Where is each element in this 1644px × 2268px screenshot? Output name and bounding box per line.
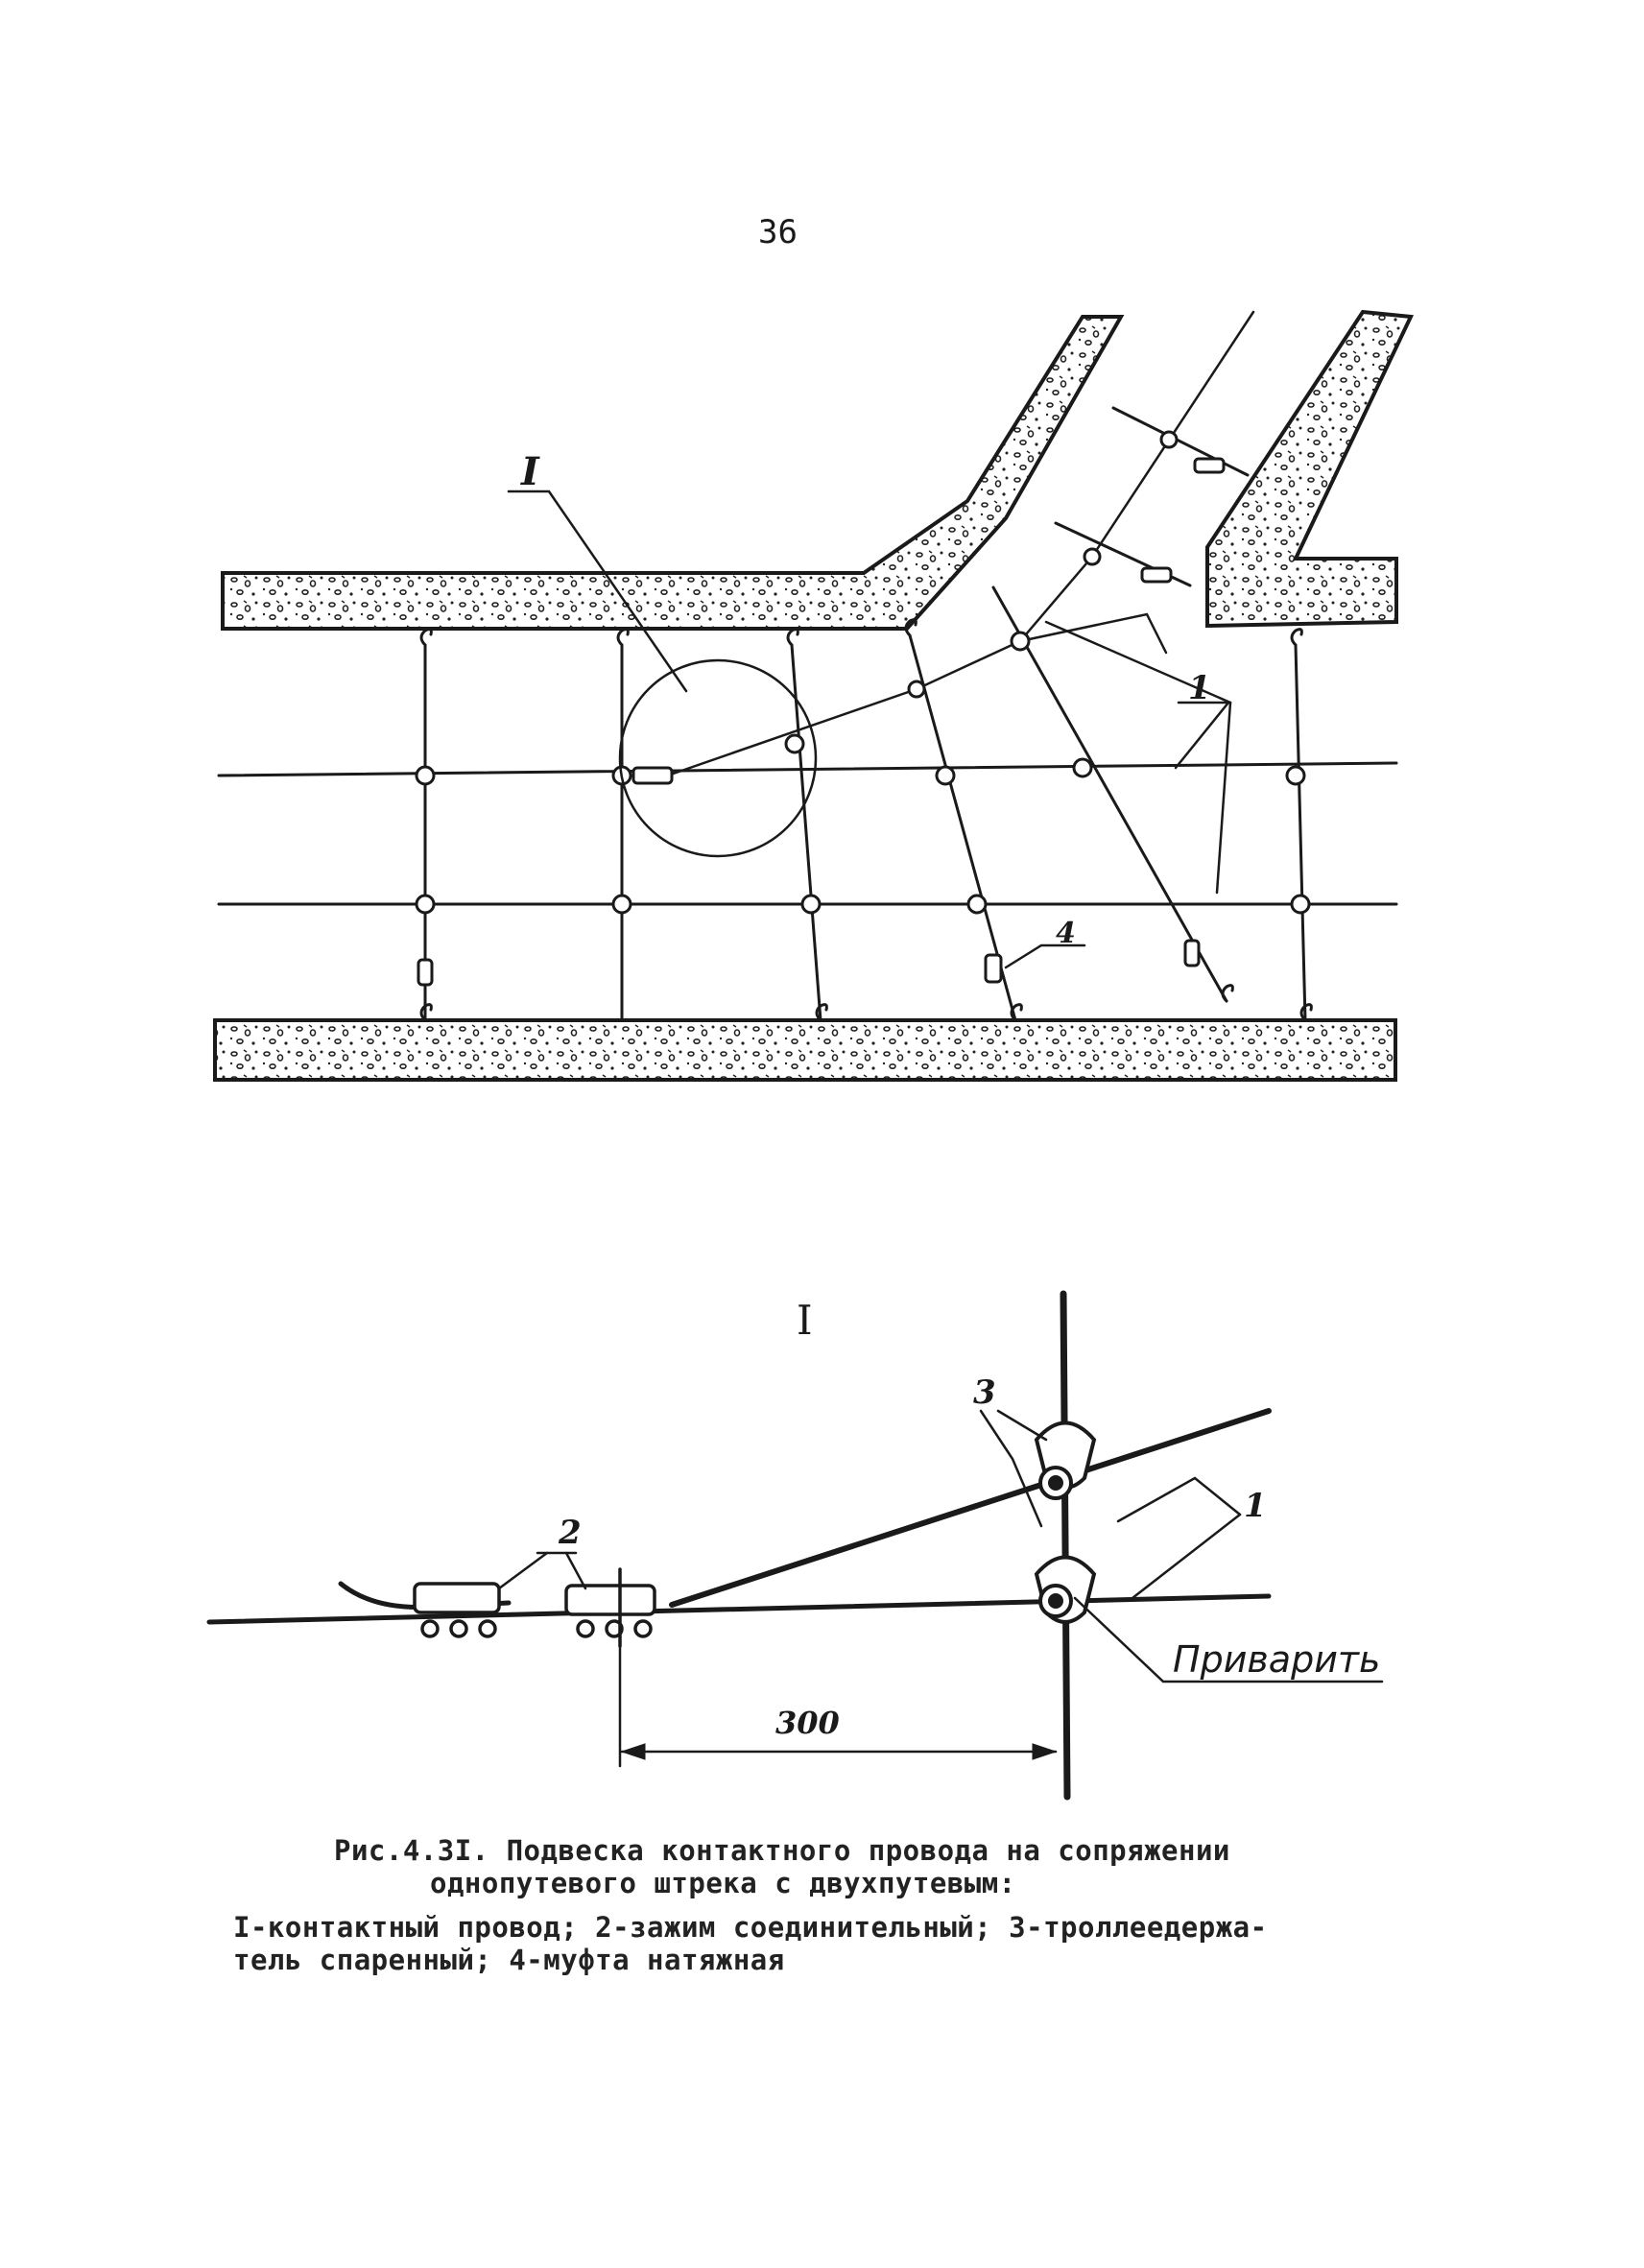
lower-wall <box>215 1020 1395 1080</box>
dim-arrow-right <box>1033 1744 1056 1759</box>
leader-3b <box>998 1411 1046 1440</box>
caption-legend <box>233 1911 1423 1976</box>
detail-title-I: I <box>797 1297 813 1344</box>
hanger-knots <box>417 432 1309 913</box>
leader-1-detail <box>1118 1478 1240 1521</box>
hangers <box>425 408 1305 1020</box>
detail-clamps <box>415 1569 655 1646</box>
leader-1b <box>1217 703 1230 893</box>
leader-1 <box>1176 703 1228 768</box>
dimension-300: 300 <box>775 1705 840 1741</box>
label-coupling-4: 4 <box>1056 917 1076 950</box>
label-holder-3: 3 <box>973 1373 996 1412</box>
leader-1-detail-b <box>1132 1515 1240 1598</box>
label-wire-1-detail: 1 <box>1244 1487 1267 1525</box>
top-figure <box>215 312 1411 1080</box>
callout-label-I: I <box>521 449 539 494</box>
leader-2b <box>566 1553 585 1588</box>
page-number: 36 <box>758 213 798 251</box>
label-clamp-2: 2 <box>559 1514 582 1552</box>
dim-arrow-left <box>622 1744 645 1759</box>
contact-wire-upper <box>219 763 1396 776</box>
leader-2 <box>499 1553 547 1588</box>
weld-note: Приварить <box>1173 1638 1381 1681</box>
caption-title-line2: однопутевого штрека с двухпутевым: <box>430 1867 1016 1899</box>
upper-wall <box>223 317 1121 629</box>
caption-legend-line1: I-контактный провод; 2-зажим соединительный; 3-троллеедержа- <box>233 1911 1268 1944</box>
label-wire-1: 1 <box>1188 669 1211 707</box>
caption-legend-line2: тель спаренный; 4-муфта натяжная <box>233 1944 785 1976</box>
leader-3 <box>981 1411 1041 1526</box>
branch-wire-2 <box>1020 614 1166 653</box>
detail-rod <box>1063 1294 1067 1797</box>
caption-title-line1: Рис.4.3I. Подвеска контактного провода на сопряжении <box>334 1834 1230 1867</box>
detail-angled-wire <box>672 1411 1269 1605</box>
